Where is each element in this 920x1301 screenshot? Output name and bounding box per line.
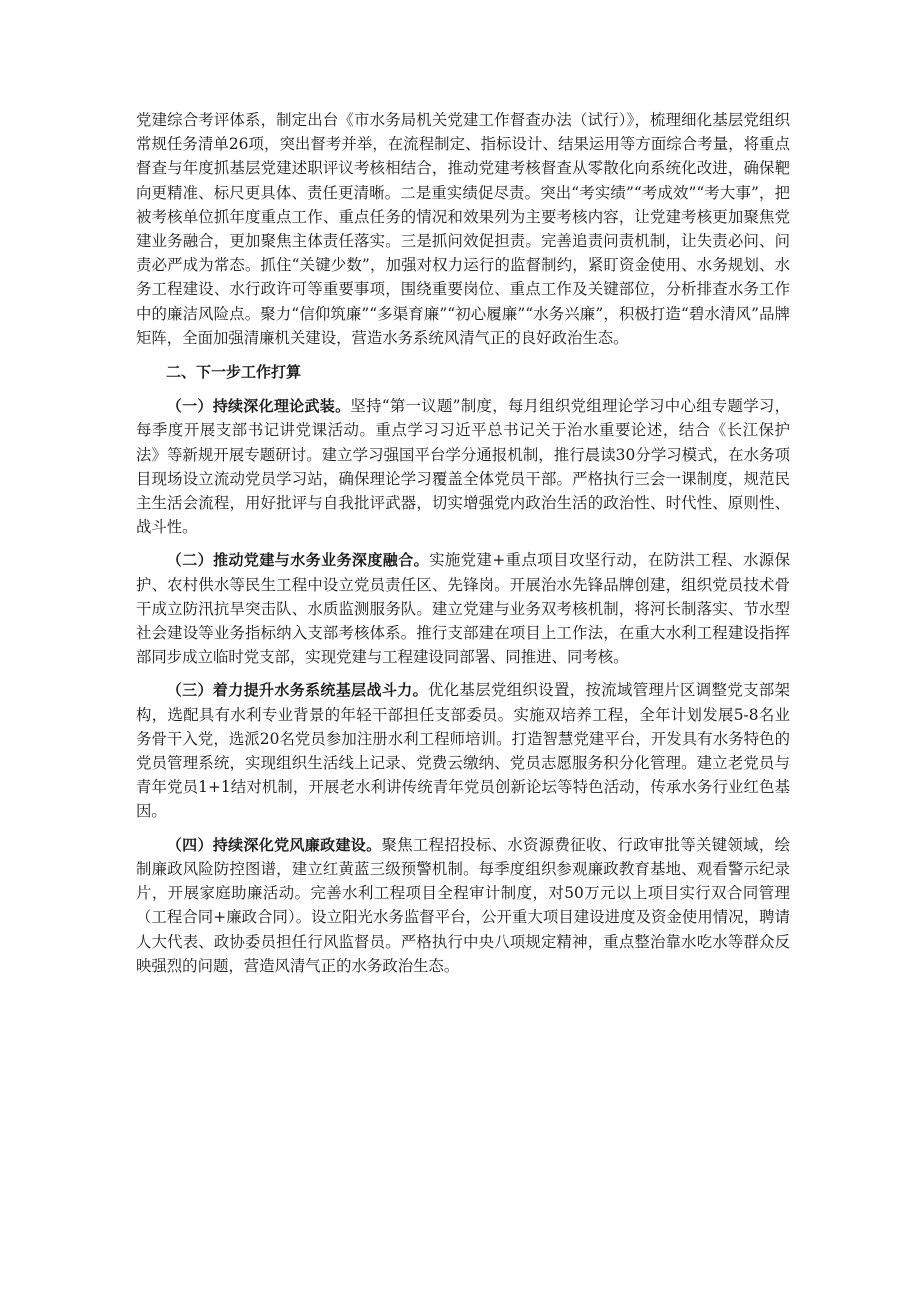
item-lead-1: （一）持续深化理论武装。 [166, 397, 351, 416]
item-paragraph-1 [136, 394, 790, 539]
intro-paragraph: 党建综合考评体系，制定出台《市水务局机关党建工作督查办法（试行）》，梳理细化基层党组织常规任务清单26项，突出督考并举，在流程制定、指标设计、结果运用等方面综合考量，将重点督查与年度抓基层党建述职评议考核相结合，推动党建考核督查从零散化向系统化改进，确保靶向更精准、标尺更具体、责任更清晰。二是重实绩促尽责。突出“考实绩”“考成效”“考大事”，把被考核单位抓年度重点工作、重点任务的情况和效果列为主要考核内容，让党建考核更加聚焦党建业务融合，更加聚焦主体责任落实。三是抓问效促担责。完善追责问责机制，让失责必问、问责必严成为常态。抓住“关键少数”，加强对权力运行的监督制约，紧盯资金使用、水务规划、水务工程建设、水行政许可等重要事项，围绕重要岗位、重点工作及关键部位，分析排查水务工作中的廉洁风险点。聚力“信仰筑廉”“多渠育廉”“初心履廉”“水务兴廉”，积极打造“碧水清风”品牌矩阵，全面加强清廉机关建设，营造水务系统风清气正的良好政治生态。 [136, 111, 790, 347]
item-paragraph-2 [136, 548, 790, 669]
item-lead-3: （三）着力提升水务系统基层战斗力。 [166, 681, 428, 700]
item-lead-4: （四）持续深化党风廉政建设。 [166, 835, 382, 854]
item-body-3: 优化基层党组织设置，按流域管理片区调整党支部架构，选配具有水利专业背景的年轻干部担任支部委员。实施双培养工程，全年计划发展5-8名业务骨干入党，选派20名党员参加注册水利工程师培训。打造智慧党建平台，开发具有水务特色的党员管理系统，实现组织生活线上记录、党费云缴纳、党员志愿服务积分化管理。建立老党员与青年党员1+1结对机制，开展老水利讲传统青年党员创新论坛等特色活动，传承水务行业红色基因。 [136, 681, 790, 821]
item-paragraph-4 [136, 833, 790, 978]
item-paragraph-3 [136, 678, 790, 823]
item-body-1: 坚持“第一议题”制度，每月组织党组理论学习中心组专题学习，每季度开展支部书记讲党课活动。重点学习习近平总书记关于治水重要论述，结合《长江保护法》等新规开展专题研讨。建立学习强国平台学分通报机制，推行晨读30分学习模式，在水务项目现场设立流动党员学习站，确保理论学习覆盖全体党员干部。严格执行三会一课制度，规范民主生活会流程，用好批评与自我批评武器，切实增强党内政治生活的政治性、时代性、原则性、战斗性。 [136, 397, 790, 537]
document-page [136, 108, 790, 987]
item-lead-2: （二）推动党建与水务业务深度融合。 [166, 551, 430, 570]
item-body-2: 实施党建+重点项目攻坚行动，在防洪工程、水源保护、农村供水等民生工程中设立党员责任区、先锋岗。开展治水先锋品牌创建，组织党员技术骨干成立防汛抗旱突击队、水质监测服务队。建立党建与业务双考核机制，将河长制落实、节水型社会建设等业务指标纳入支部考核体系。推行支部建在项目上工作法，在重大水利工程建设指挥部同步成立临时党支部，实现党建与工程建设同部署、同推进、同考核。 [136, 551, 790, 667]
section-heading: 二、下一步工作打算 [166, 363, 302, 382]
item-body-4: 聚焦工程招投标、水资源费征收、行政审批等关键领域，绘制廉政风险防控图谱，建立红黄蓝三级预警机制。每季度组织参观廉政教育基地、观看警示纪录片，开展家庭助廉活动。完善水利工程项目全程审计制度，对50万元以上项目实行双合同管理（工程合同+廉政合同）。设立阳光水务监督平台，公开重大项目建设进度及资金使用情况，聘请人大代表、政协委员担任行风监督员。严格执行中央八项规定精神，重点整治靠水吃水等群众反映强烈的问题，营造风清气正的水务政治生态。 [136, 835, 790, 975]
